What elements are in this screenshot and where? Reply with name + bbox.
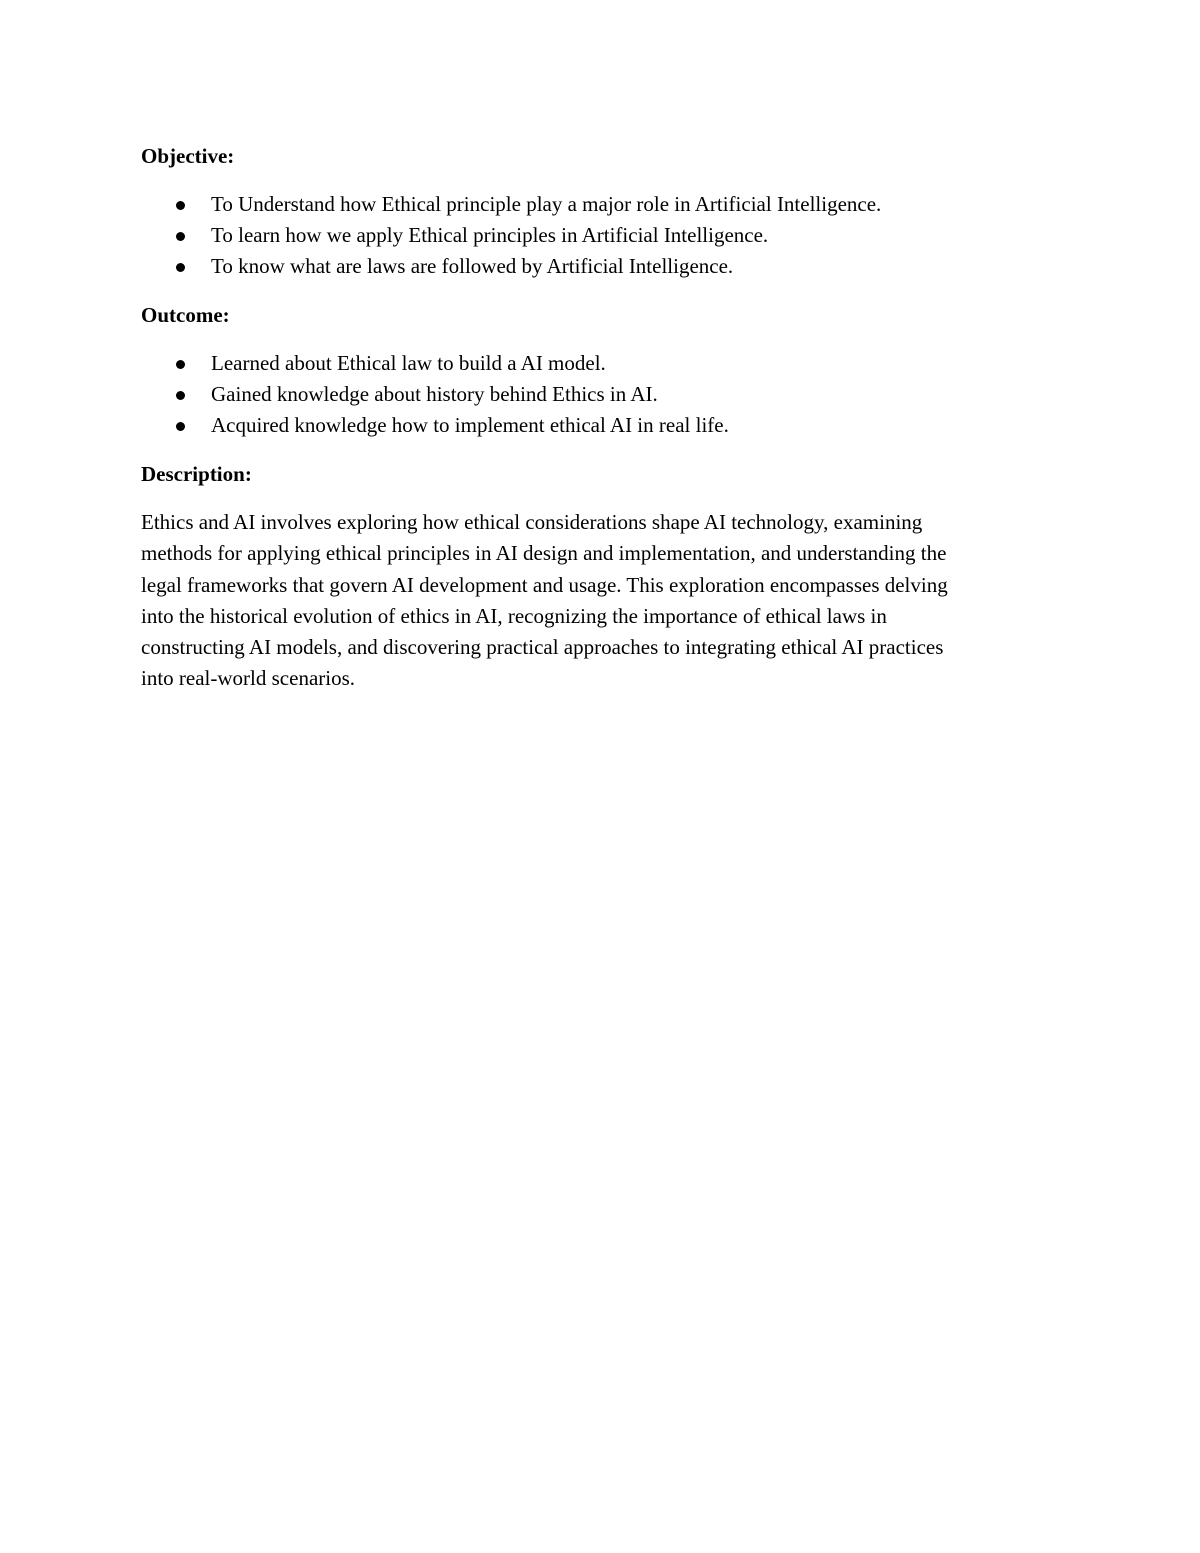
bullet-icon bbox=[176, 201, 185, 210]
objective-item-text: To Understand how Ethical principle play a major role in Artificial Intelligence. bbox=[211, 192, 882, 216]
description-line: methods for applying ethical principles in AI design and implementation, and understanding the bbox=[141, 541, 947, 566]
bullet-icon bbox=[176, 391, 185, 400]
objective-item bbox=[141, 189, 1061, 220]
outcome-item-text: Acquired knowledge how to implement ethical AI in real life. bbox=[211, 413, 729, 437]
outcome-item bbox=[141, 379, 1061, 410]
outcome-item-text: Learned about Ethical law to build a AI model. bbox=[211, 351, 606, 375]
description-paragraph bbox=[141, 507, 1061, 695]
document-content bbox=[141, 142, 1061, 695]
outcome-item-text: Gained knowledge about history behind Ethics in AI. bbox=[211, 382, 658, 406]
outcome-list bbox=[141, 348, 1061, 441]
description-line: Ethics and AI involves exploring how ethical considerations shape AI technology, examining bbox=[141, 510, 923, 534]
description-line: legal frameworks that govern AI development and usage. This exploration encompasses delving bbox=[141, 572, 948, 597]
description-line: constructing AI models, and discovering practical approaches to integrating ethical AI practices bbox=[141, 635, 944, 660]
objective-item-text: To learn how we apply Ethical principles in Artificial Intelligence. bbox=[211, 223, 769, 247]
objective-list bbox=[141, 189, 1061, 282]
description-heading: Description: bbox=[141, 462, 252, 486]
outcome-item bbox=[141, 348, 1061, 379]
bullet-icon bbox=[176, 360, 185, 369]
objective-item bbox=[141, 220, 1061, 251]
bullet-icon bbox=[176, 232, 185, 241]
description-line: into real-world scenarios. bbox=[141, 666, 356, 691]
bullet-icon bbox=[176, 422, 185, 431]
bullet-icon bbox=[176, 263, 185, 272]
description-line: into the historical evolution of ethics in AI, recognizing the importance of ethical laws in bbox=[141, 603, 887, 628]
outcome-heading: Outcome: bbox=[141, 303, 230, 327]
objective-item-text: To know what are laws are followed by Artificial Intelligence. bbox=[211, 254, 734, 278]
objective-heading: Objective: bbox=[141, 144, 235, 168]
objective-item bbox=[141, 251, 1061, 282]
outcome-item bbox=[141, 410, 1061, 441]
